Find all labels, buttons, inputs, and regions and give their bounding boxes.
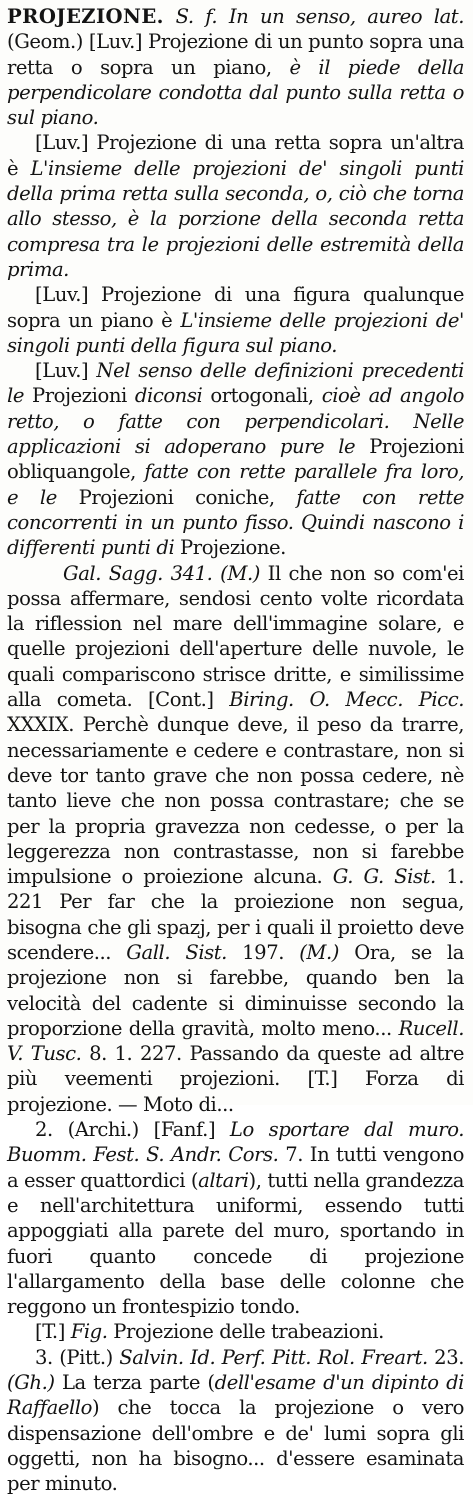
italic-text-run: diconsi <box>134 384 203 408</box>
text-run: [Luv.] Projezione di una retta sopra un'altra è <box>7 131 464 180</box>
text-run: [Luv.] Projezione di una figura qualunque sopra un piano è <box>7 283 464 332</box>
definition-figurative <box>7 1319 464 1344</box>
italic-text-run: Salvin. Id. Perf. Pitt. Rol. Freart. <box>119 1345 428 1369</box>
text-run: ) che tocca la projezione o vero dispensazione dell'ombre e de' lumi sopra gli oggetti, non ha bisogno... d'essere esaminata per minuto. <box>7 1396 464 1496</box>
italic-text-run: Nel senso delle definizioni precedenti le <box>7 359 464 408</box>
italic-text-run: Gall. Sist. <box>126 940 227 964</box>
italic-text-run: dell'esame d'un dipinto di Raffaello <box>7 1371 464 1420</box>
definition-line-projection <box>7 130 464 282</box>
definition-figure-projection <box>7 282 464 358</box>
italic-text-run: Fig. <box>70 1320 108 1344</box>
text-run: 1. 221 Per far che la proiezione non segua, bisogna che gli spazj, per i quali il proietto deve scendere... <box>7 865 465 964</box>
italic-text-run: (Gh.) <box>7 1371 55 1395</box>
definition-painting <box>7 1345 464 1497</box>
italic-text-run: Gal. Sagg. 341. (M.) <box>63 561 260 585</box>
text-run: 7. In tutti vengono a esser quattordici ( <box>7 1143 464 1192</box>
text-run: La terza parte ( <box>54 1371 215 1395</box>
italic-text-run: fatte con rette parallele fra loro, e le <box>7 460 464 509</box>
italic-text-run: L'insieme delle projezioni de' singoli punti della figura sul piano. <box>7 308 464 357</box>
text-run: Il che non so com'ei possa affermare, sendosi cento volte ricordata la riflession nel mare dell'immagine solare, e quelle projezioni dell'aperture delle nuvole, le quali compariscono strisce dritte, e similissime alla cometa. [Cont.] <box>7 561 465 712</box>
italic-text-run: altari <box>198 1168 249 1192</box>
text-run: Projezioni <box>23 384 135 408</box>
citations-paragraph <box>7 561 464 1118</box>
text-run: 3. (Pitt.) <box>35 1345 120 1369</box>
text-run: [T.] <box>35 1320 71 1344</box>
text-run: 2. (Archi.) [Fanf.] <box>35 1118 230 1142</box>
italic-text-run: (M.) <box>299 940 339 964</box>
headword: PROJEZIONE. <box>7 5 164 28</box>
definition-orthogonal-projection <box>7 358 464 560</box>
text-run: 8. 1. 227. Passando da queste ad altre più veementi projezioni. [T.] Forza di projezione. — Moto di... <box>7 1042 464 1116</box>
text-run: Projezione delle trabeazioni. <box>107 1320 384 1344</box>
italic-text-run: è il piede della perpendicolare condotta dal punto sulla retta o sul piano. <box>7 55 464 130</box>
italic-text-run: Lo sportare dal muro. Buomm. Fest. S. Andr. Cors. <box>7 1118 464 1167</box>
text-run: XXXIX. Perchè dunque deve, il peso da trarre, necessariamente e cedere e contrastare, non si deve tor tanto grave che non possa cedere, nè tanto lieve che non possa contrastare; che se per la propria gravezza non cedesse, o per la leggerezza non contrastasse, non si farebbe impulsione o proiezione alcuna. <box>7 713 464 889</box>
text-run: Ora, se la projezione non si farebbe, quando ben la velocità del cadente si diminuisse secondo la proporzione della gravità, molto meno... <box>7 940 464 1040</box>
definition-architecture <box>7 1117 464 1319</box>
text-run: ortogonali, <box>202 384 322 408</box>
definition-geometry-point <box>7 4 464 130</box>
italic-text-run: fatte con rette concorrenti in un punto fisso. Quindi nascono i differenti punti di <box>7 485 464 560</box>
italic-text-run: Rucell. V. Tusc. <box>7 1016 464 1066</box>
text-run: ), tutti nella grandezza e nell'architettura uniformi, essendo tutti appoggiati alla parete del muro, sportando in fuori quanto concede di projezione l'allargamento della base delle colonne che reggono un frontespizio tondo. <box>7 1168 464 1319</box>
italic-text-run: L'insieme delle projezioni de' singoli punti della prima retta sulla seconda, o, ciò che torna allo stesso, è la porzione della seconda retta compresa tra le projezioni delle estremità della prima. <box>7 156 464 281</box>
text-run: Projezione. <box>174 536 286 560</box>
italic-text-run: G. G. Sist. <box>332 865 436 889</box>
text-run: [Luv.] <box>35 359 97 383</box>
text-run: Projezioni obliquangole, <box>7 435 464 484</box>
italic-text-run: cioè ad angolo retto, o fatte con perpendicolari. Nelle applicazioni si adoperano pure le <box>7 384 464 459</box>
italic-text-run: S. f. In un senso, aureo lat. <box>163 5 464 28</box>
text-run: 23. <box>427 1345 464 1369</box>
text-run: (Geom.) [Luv.] Projezione di un punto sopra una retta o sopra un piano, <box>7 30 464 79</box>
text-run: 197. <box>226 940 300 964</box>
text-run: Projezioni coniche, <box>56 485 297 509</box>
italic-text-run: Biring. O. Mecc. Picc. <box>229 688 464 712</box>
